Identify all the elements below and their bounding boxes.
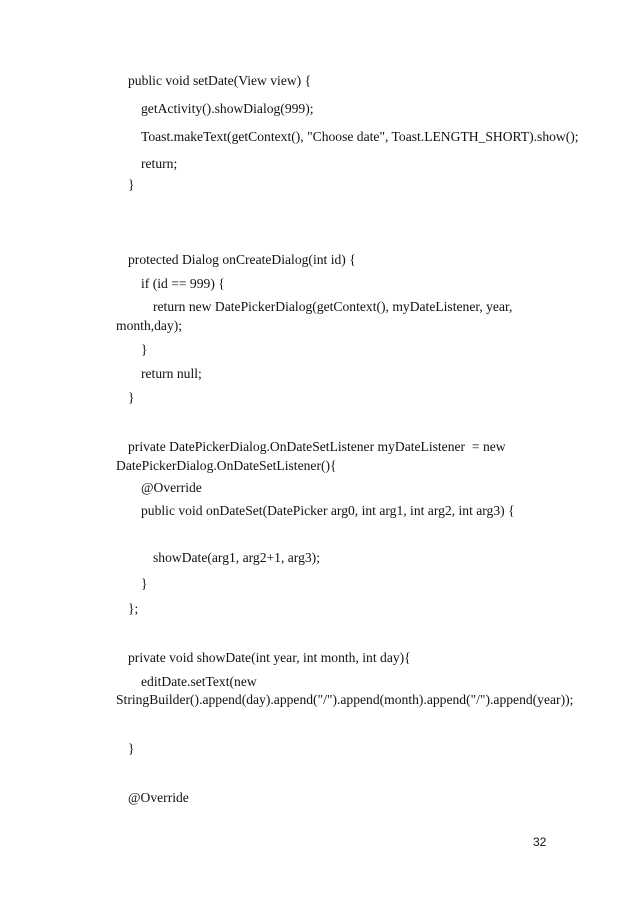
- code-line: @Override: [128, 790, 189, 805]
- code-line: if (id == 999) {: [141, 276, 225, 291]
- code-line: }: [128, 390, 135, 405]
- code-line: private DatePickerDialog.OnDateSetListener myDateListener = new: [128, 439, 506, 454]
- code-line: };: [128, 601, 139, 616]
- code-line: @Override: [141, 480, 202, 495]
- code-line: private void showDate(int year, int month, int day){: [128, 650, 411, 665]
- code-line: return new DatePickerDialog(getContext(), myDateListener, year,: [153, 299, 513, 314]
- code-line: getActivity().showDialog(999);: [141, 101, 314, 116]
- code-line: public void setDate(View view) {: [128, 73, 312, 88]
- code-line: }: [141, 342, 148, 357]
- code-line: }: [141, 576, 148, 591]
- page-number: 32: [533, 835, 547, 849]
- code-line: Toast.makeText(getContext(), "Choose date", Toast.LENGTH_SHORT).show();: [141, 129, 579, 144]
- code-line: }: [128, 177, 135, 192]
- code-line: DatePickerDialog.OnDateSetListener(){: [116, 458, 337, 473]
- code-line: return null;: [141, 366, 202, 381]
- code-line: StringBuilder().append(day).append("/").append(month).append("/").append(year));: [116, 692, 574, 707]
- code-line: protected Dialog onCreateDialog(int id) {: [128, 252, 356, 267]
- code-line: month,day);: [116, 318, 183, 333]
- code-line: public void onDateSet(DatePicker arg0, int arg1, int arg2, int arg3) {: [141, 503, 515, 518]
- code-line: }: [128, 741, 135, 756]
- code-line: return;: [141, 156, 178, 171]
- code-line: editDate.setText(new: [141, 674, 257, 689]
- code-line: showDate(arg1, arg2+1, arg3);: [153, 550, 320, 565]
